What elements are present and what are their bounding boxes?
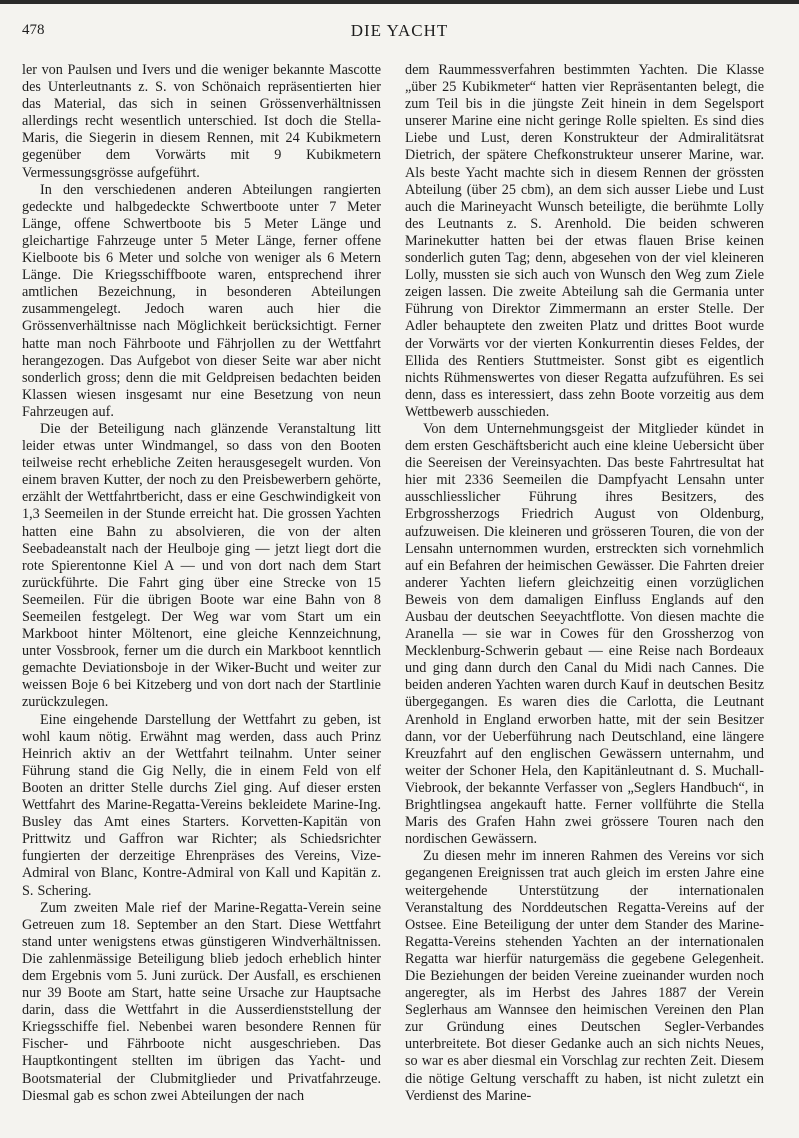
paragraph: Zu diesen mehr im inneren Rahmen des Vereins vor sich gegangenen Ereignissen trat auch gleich im ersten Jahre eine weitergehende Unterstützung der internationalen Veranstaltung des Norddeutschen Regatta-Vereins auf der Ostsee. Eine Beteiligung der unter dem Stander des Marine-Regatta-Vereins stehenden Yachten an der internationalen Regatta war hierfür naturgemäss die gegebene Gelegenheit. Die Beziehungen der beiden Vereine zueinander wurden noch angeregter, als im Herbst des Jahres 1887 der Verein Seglerhaus am Wannsee den heimischen Vereinen den Plan zur Gründung eines Deutschen Segler-Verbandes unterbreitete. Bot dieser Gedanke auch an sich nichts Neues, so war es aber diesmal ein Vorschlag zur rechten Zeit. Diesem die nötige Geltung verschafft zu haben, ist nicht zuletzt ein Verdienst des Marine- — [405, 848, 764, 1104]
paragraph: Von dem Unternehmungsgeist der Mitglieder kündet in dem ersten Geschäftsbericht auch eine kleine Uebersicht über die Seereisen der Vereinsyachten. Das beste Fahrtresultat hat hier mit 2336 Seemeilen die Dampfyacht Lensahn unter ausschliesslicher Führung ihres Besitzers, des Erbgrossherzogs Friedrich August von Oldenburg, aufzuweisen. Die kleineren und grösseren Touren, die von der Lensahn unternommen wurden, erstreckten sich vornehmlich auf ein Befahren der heimischen Gewässer. Die Fahrten dreier anderer Yachten liefern gleichzeitig einen vorzüglichen Beweis von dem damaligen Einfluss Englands auf den Ausbau der deutschen Seeyachtflotte. Von diesen machte die Aranella — sie war in Cowes für den Grossherzog von Mecklenburg-Schwerin gebaut — eine Reise nach Bordeaux und ging dann durch den Canal du Midi nach Cannes. Die beiden anderen Yachten waren durch Kauf in deutschen Besitz übergegangen. Es waren dies die Carlotta, die Leutnant Arenhold in England erworben hatte, mit der sein Besitzer dann, vor der Ueberführung nach Deutschland, eine längere Kreuzfahrt auf den englischen Gewässern unternahm, und weiter der Schoner Hela, den Kapitänleutnant d. S. Muchall-Viebrook, der bekannte Verfasser von „Seglers Handbuch“, in Brightlingsea angekauft hatte. Ferner vollführte die Stella Maris des Grafen Hahn zwei grössere Touren nach den nordischen Gewässern. — [405, 420, 764, 848]
paragraph: Zum zweiten Male rief der Marine-Regatta-Verein seine Getreuen zum 18. September an den Start. Diese Wettfahrt stand unter wenigstens etwas günstigeren Windverhältnissen. Die zahlenmässige Beteiligung blieb jedoch erheblich hinter dem Ergebnis vom 5. Juni zurück. Der Ausfall, es erschienen nur 39 Boote am Start, hatte seine Ursache zur Hauptsache darin, dass die Wettfahrt in die Ausserdienststellung der Kriegsschiffe fiel. Nebenbei waren besondere Rennen für Fischer- und Fährboote nicht ausgeschrieben. Das Hauptkontingent stellten im übrigen das Yacht- und Bootsmaterial der Clubmitglieder und Privatfahrzeuge. Diesmal gab es schon zwei Abteilungen der nach — [22, 899, 381, 1104]
paragraph: ler von Paulsen und Ivers und die weniger bekannte Mascotte des Unterleutnants z. S. von Schönaich repräsentierten hier das Material, das sich in seinen Grössenverhältnissen allerdings recht wesentlich unterschied. Ist doch die Stella-Maris, die Siegerin in diesem Rennen, mit 24 Kubikmetern gegenüber dem Vorwärts mit 9 Kubikmetern Vermessungsgrösse aufgeführt. — [22, 62, 381, 181]
paragraph: Eine eingehende Darstellung der Wettfahrt zu geben, ist wohl kaum nötig. Erwähnt mag werden, dass auch Prinz Heinrich aktiv an der Wettfahrt teilnahm. Unter seiner Führung stand die Gig Nelly, die in einem Feld von elf Booten an dritter Stelle durchs Ziel ging. Auf dieser ersten Wettfahrt des Marine-Regatta-Vereins bekleidete Marine-Ing. Busley das Amt eines Starters. Korvetten-Kapitän von Prittwitz und Gaffron war Richter; als Schiedsrichter fungierten der derzeitige Ehrenpräses des Vereins, Vize-Admiral von Blanc, Kontre-Admiral von Kall und Kapitän z. S. Schering. — [22, 711, 381, 899]
paragraph: Die der Beteiligung nach glänzende Veranstaltung litt leider etwas unter Windmangel, so dass von den Booten teilweise recht erhebliche Zeiten herausgesegelt wurden. Von einem braven Kutter, der noch zu den Preisbewerbern gehörte, erzählt der Wettfahrtbericht, dass er eine Geschwindigkeit von 1,3 Seemeilen in der Stunde erreicht hat. Die grossen Yachten hatten eine Bahn zu absolvieren, die von der alten Seebadeanstalt nach der Heulboje ging — jetzt liegt dort die rote Spierentonne Kiel A — und von dort nach dem Start zurückführte. Die Fahrt ging über eine Strecke von 15 Seemeilen. Für die übrigen Boote war eine Bahn von 8 Seemeilen festgelegt. Der Weg war vom Start um ein Markboot hinter Möltenort, eine gleiche Kennzeichnung, unter Vossbrook, ferner um die durch ein Markboot kenntlich gemachte Deviationsboje in der Wiker-Bucht und weiter zur weissen Boje 6 bei Kitzeberg und von dort nach der Startlinie zurückzulegen. — [22, 420, 381, 711]
running-title: DIE YACHT — [350, 21, 449, 40]
page-number: 478 — [22, 22, 45, 38]
left-column — [22, 62, 381, 1105]
right-column — [405, 62, 764, 1105]
paragraph: dem Raummessverfahren bestimmten Yachten. Die Klasse „über 25 Kubikmeter“ hatten vier Repräsentanten belegt, die zum Teil bis in die jüngste Zeit hinein in dem Segelsport unserer Marine eine nicht geringe Rolle spielten. Es sind dies Liebe und Lust, deren Konstrukteur der Admiralitätsrat Dietrich, der spätere Chefkonstrukteur unserer Marine, war. Als beste Yacht machte sich in diesem Rennen der grössten Abteilung (über 25 cbm), an dem sich ausser Liebe und Lust auch die Marineyacht Wunsch beteiligte, die berühmte Lolly des Leutnants z. S. Arenhold. Die beiden schweren Marinekutter hatten bei der etwas flauen Brise keinen sonderlich guten Tag; denn, abgesehen von der viel kleineren Lolly, mussten sie sich auch von Wunsch den Weg zum Ziele zeigen lassen. Die zweite Abteilung sah die Germania unter Führung von Direktor Zimmermann an erster Stelle. Der Adler behauptete den zweiten Platz und drittes Boot wurde der Vorwärts vor der vierten Konkurrentin dieses Feldes, der Ellida des Rentiers Stuttmeister. Sonst gibt es eigentlich nichts Rühmenswertes von dieser Regatta aufzuführen. Es sei denn, dass es interessiert, dass zehn Boote vorzeitig aus dem Wettbewerb ausschieden. — [405, 62, 764, 420]
paragraph: In den verschiedenen anderen Abteilungen rangierten gedeckte und halbgedeckte Schwertboote unter 7 Meter Länge, offene Schwertboote bis 5 Meter Länge und gleichartige Fahrzeuge unter 5 Meter Länge, ferner offene Kielboote bis 6 Meter und solche von weniger als 6 Metern Länge. Die Kriegsschiffboote waren, entsprechend ihrer amtlichen Bezeichnung, in besonderen Abteilungen zusammengelegt. Jedoch waren auch hier die Grössenverhältnisse nach Möglichkeit berücksichtigt. Ferner hatte man noch Fährboote und Fährjollen zu der Wettfahrt herangezogen. Das Aufgebot von dieser Seite war aber nicht sonderlich gross; denn die mit Geldpreisen bedachten beiden Klassen wiesen insgesamt nur eine Besetzung von neun Fahrzeugen auf. — [22, 181, 381, 420]
top-rule — [0, 0, 799, 4]
